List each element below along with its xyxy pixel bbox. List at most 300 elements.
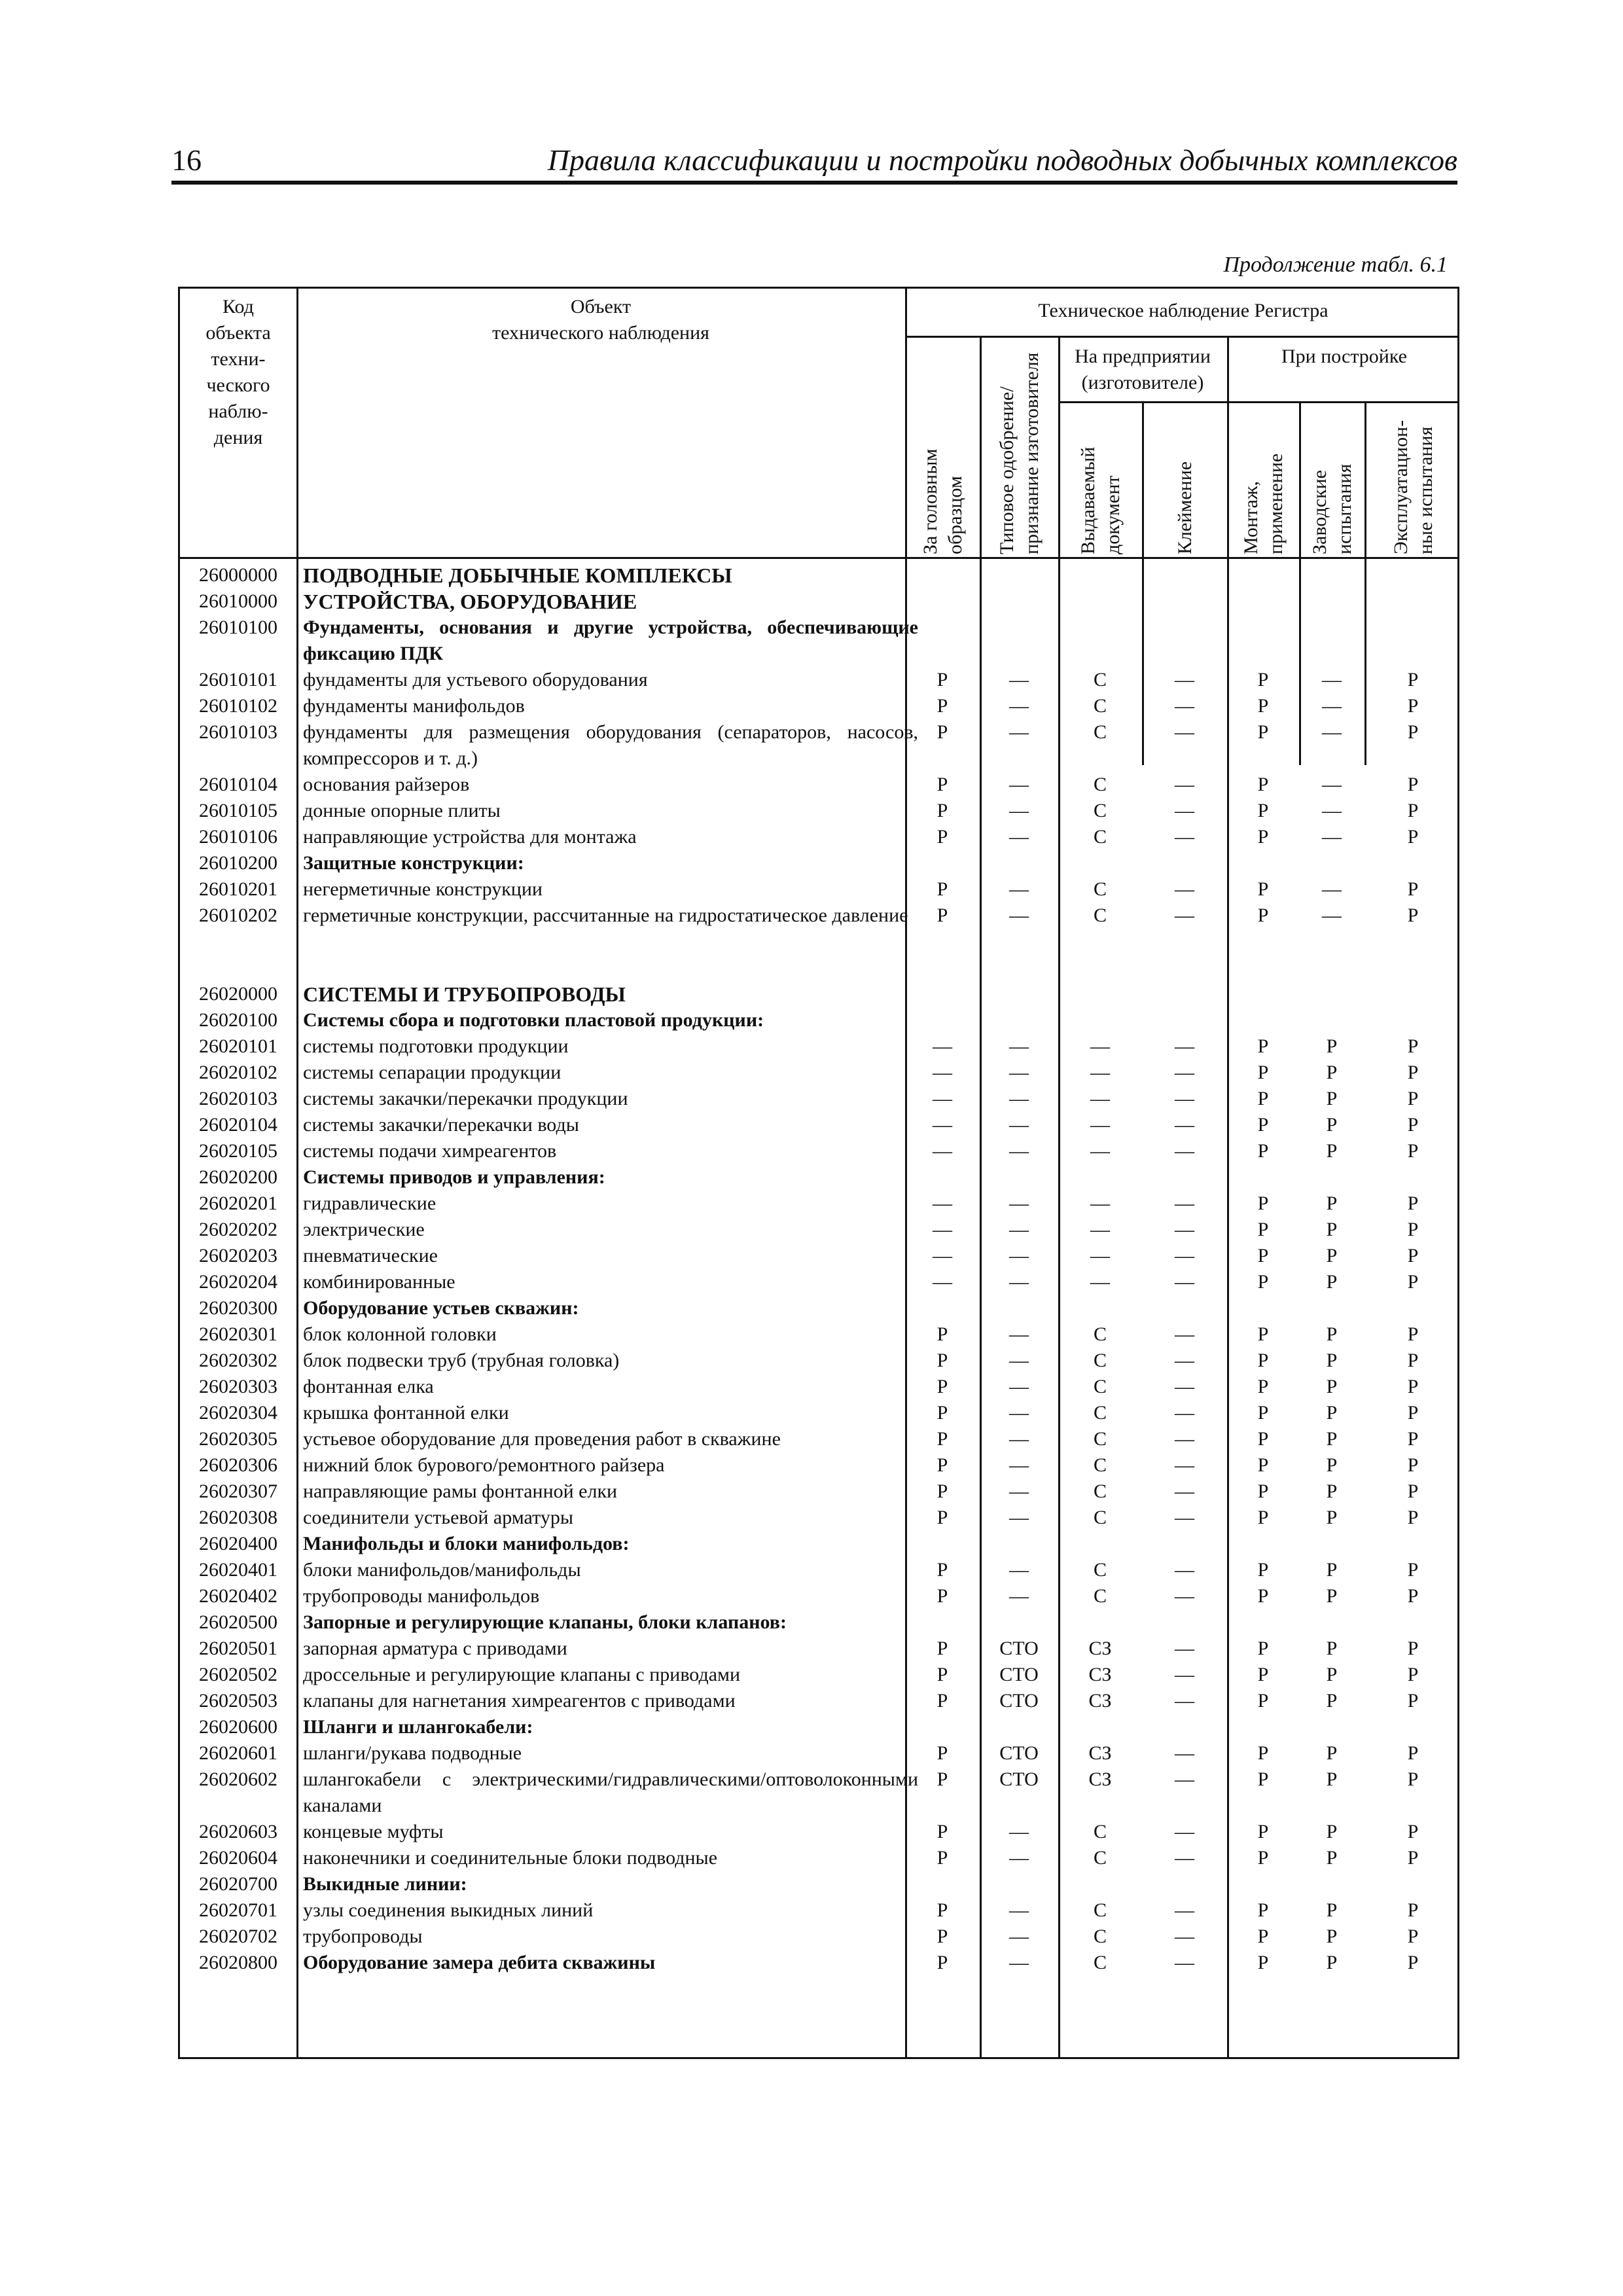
supervision-mark: — [1009,1480,1029,1502]
supervision-mark: — [1175,1140,1194,1162]
supervision-mark: — [1090,1193,1110,1214]
object-name: Запорные и регулирующие клапаны, блоки клапанов: [303,1611,787,1633]
object-name: ПОДВОДНЫЕ ДОБЫЧНЫЕ КОМПЛЕКСЫ [303,564,732,587]
object-name: трубопроводы манифольдов [303,1585,540,1607]
supervision-mark: — [1009,1899,1029,1921]
supervision-mark: Р [1407,1690,1419,1712]
object-code: 26000000 [199,564,277,586]
supervision-mark: — [1009,1323,1029,1345]
supervision-mark: — [1009,1821,1029,1842]
supervision-mark: Р [1326,1323,1338,1345]
object-name: основания райзеров [303,774,470,795]
supervision-mark: — [1175,1454,1194,1476]
supervision-mark: Р [1257,721,1269,743]
table-row [180,1269,1457,1295]
object-code: 26020501 [199,1638,277,1659]
supervision-mark: — [933,1088,952,1109]
table-row [180,955,1457,981]
supervision-mark: Р [1326,1690,1338,1712]
supervision-mark: — [1175,1480,1194,1502]
table-row [180,1426,1457,1452]
supervision-mark: — [1009,1847,1029,1869]
table-row [180,1164,1457,1191]
supervision-mark: Р [1257,1062,1269,1083]
supervision-mark: Р [1257,800,1269,821]
object-code: 26010106 [199,826,277,848]
header-col-prototype: За головным образцом [919,448,966,554]
supervision-mark: Р [936,1507,948,1528]
table-row [180,1060,1457,1086]
table-row [180,876,1457,903]
supervision-mark: Р [936,1454,948,1476]
supervision-mark: СТО [999,1664,1039,1685]
supervision-mark: — [1009,1952,1029,1973]
table-row [180,615,1457,667]
object-name: узлы соединения выкидных линий [303,1899,594,1921]
supervision-mark: С [1093,800,1107,821]
supervision-mark: — [1175,1114,1194,1136]
object-name: нижний блок бурового/ремонтного райзера [303,1454,665,1476]
supervision-mark: — [1175,1035,1194,1057]
supervision-mark: Р [1257,695,1269,717]
supervision-mark: — [1090,1114,1110,1136]
object-name: направляющие устройства для монтажа [303,826,637,848]
supervision-mark: — [1175,1062,1194,1083]
supervision-mark: СТО [999,1690,1039,1712]
supervision-mark: Р [1257,1690,1269,1712]
header-col-branding: Клеймение [1174,461,1196,554]
supervision-mark: — [1175,1952,1194,1973]
table-row [180,824,1457,850]
object-name: Фундаменты, основания и другие устройства, обеспечивающие фиксацию ПДК [303,617,918,664]
supervision-mark: — [1175,1690,1194,1712]
header-at-enterprise: На предприятии (изготовителе) [1075,346,1211,393]
supervision-mark: Р [1326,1585,1338,1607]
object-code: 26020502 [199,1664,277,1685]
supervision-mark: Р [1257,1035,1269,1057]
supervision-mark: Р [1257,1323,1269,1345]
object-name: Защитные конструкции: [303,852,524,874]
object-code: 26020202 [199,1219,277,1240]
object-code: 26010101 [199,669,277,691]
supervision-mark: Р [936,669,948,691]
supervision-mark: Р [1407,1454,1419,1476]
supervision-mark: — [933,1193,952,1214]
supervision-mark: Р [1407,905,1419,926]
table-row [180,1086,1457,1112]
supervision-mark: Р [1407,1664,1419,1685]
supervision-mark: — [1009,695,1029,717]
object-name: Оборудование замера дебита скважины [303,1952,656,1973]
supervision-mark: Р [1326,1507,1338,1528]
supervision-mark: Р [1326,1454,1338,1476]
supervision-mark: Р [936,695,948,717]
supervision-mark: С [1093,1585,1107,1607]
supervision-mark: — [1175,1402,1194,1424]
supervision-mark: — [1090,1219,1110,1240]
object-name: шланги/рукава подводные [303,1742,522,1764]
object-name: дроссельные и регулирующие клапаны с приводами [303,1664,741,1685]
table-row [180,1479,1457,1505]
table-row [180,981,1457,1007]
supervision-mark: — [933,1035,952,1057]
supervision-mark: Р [1326,1062,1338,1083]
supervision-mark: Р [1257,1088,1269,1109]
object-name: Шланги и шлангокабели: [303,1716,533,1738]
table-row [180,1348,1457,1374]
supervision-mark: Р [1407,1768,1419,1790]
supervision-mark: — [1009,1350,1029,1371]
supervision-mark: Р [1326,1847,1338,1869]
supervision-mark: — [1175,774,1194,795]
supervision-mark: Р [936,1821,948,1842]
supervision-mark: С [1093,774,1107,795]
supervision-mark: — [1009,1193,1029,1214]
supervision-mark: Р [936,1690,948,1712]
header-col-type-approval: Типовое одобрение/ признание изготовителя [996,352,1043,554]
supervision-mark: Р [1326,1559,1338,1581]
supervision-mark: СТО [999,1768,1039,1790]
table-row [180,1138,1457,1164]
table-row [180,903,1457,955]
supervision-mark: — [1009,826,1029,848]
supervision-mark: Р [936,1664,948,1685]
object-name: комбинированные [303,1271,455,1293]
supervision-mark: — [1009,1062,1029,1083]
supervision-mark: — [1009,1114,1029,1136]
supervision-mark: СЗ [1088,1690,1112,1712]
supervision-mark: Р [936,1742,948,1764]
object-code: 26020701 [199,1899,277,1921]
object-name: фундаменты для устьевого оборудования [303,669,648,691]
supervision-mark: Р [1326,1638,1338,1659]
supervision-mark: — [1175,878,1194,900]
supervision-mark: — [1322,695,1342,717]
object-code: 26010105 [199,800,277,821]
supervision-mark: С [1093,1821,1107,1842]
table-row [180,1531,1457,1557]
object-code: 26020400 [199,1533,277,1554]
object-name: шлангокабели с электрическими/гидравлическими/оптоволоконными каналами [303,1768,918,1816]
supervision-mark: — [1175,1376,1194,1397]
supervision-mark: Р [1257,1350,1269,1371]
supervision-mark: С [1093,1323,1107,1345]
supervision-mark: Р [1257,1742,1269,1764]
supervision-mark: С [1093,826,1107,848]
header-object: Объект технического наблюдения [492,296,709,344]
supervision-mark: Р [1407,669,1419,691]
supervision-mark: Р [1257,1454,1269,1476]
supervision-mark: — [1009,1035,1029,1057]
supervision-mark: — [1322,721,1342,743]
object-code: 26020306 [199,1454,277,1476]
supervision-mark: — [1322,669,1342,691]
object-code: 26020602 [199,1768,277,1790]
supervision-mark: — [1009,1402,1029,1424]
object-code: 26010201 [199,878,277,900]
supervision-mark: С [1093,1402,1107,1424]
table-row [180,1662,1457,1688]
object-code: 26010202 [199,905,277,926]
object-code: 26010103 [199,721,277,743]
supervision-mark: — [1175,1428,1194,1450]
supervision-mark: Р [936,1323,948,1345]
object-code: 26020000 [199,983,277,1005]
table-row [180,1217,1457,1243]
supervision-mark: Р [936,1847,948,1869]
object-code: 26010102 [199,695,277,717]
supervision-mark: Р [936,905,948,926]
supervision-mark: — [1009,774,1029,795]
supervision-mark: Р [1326,1926,1338,1947]
object-name: запорная арматура с приводами [303,1638,567,1659]
supervision-mark: — [933,1271,952,1293]
supervision-mark: — [1322,878,1342,900]
object-name: крышка фонтанной елки [303,1402,509,1424]
supervision-mark: Р [1407,1926,1419,1947]
supervision-mark: Р [1326,1664,1338,1685]
supervision-mark: Р [1257,826,1269,848]
supervision-mark: С [1093,1926,1107,1947]
supervision-mark: Р [1257,1664,1269,1685]
supervision-mark: — [1090,1271,1110,1293]
supervision-mark: Р [1407,1219,1419,1240]
object-code: 26020303 [199,1376,277,1397]
supervision-mark: Р [1407,1062,1419,1083]
supervision-mark: — [1175,1507,1194,1528]
object-name: системы подачи химреагентов [303,1140,557,1162]
supervision-mark: Р [1326,1193,1338,1214]
object-name: устьевое оборудование для проведения работ в скважине [303,1428,781,1450]
supervision-mark: Р [1257,1376,1269,1397]
supervision-mark: Р [1407,721,1419,743]
table-row [180,719,1457,772]
object-code: 26020604 [199,1847,277,1869]
supervision-mark: С [1093,721,1107,743]
table-row [180,1191,1457,1217]
table-row [180,1871,1457,1897]
supervision-mark: — [933,1140,952,1162]
header-col-document: Выдаваемый документ [1077,446,1124,554]
supervision-mark: С [1093,1454,1107,1476]
supervision-mark: Р [1407,878,1419,900]
object-name: наконечники и соединительные блоки подводные [303,1847,718,1869]
object-name: концевые муфты [303,1821,444,1842]
supervision-mark: С [1093,1428,1107,1450]
object-code: 26020800 [199,1952,277,1973]
table-continuation-label: Продолжение табл. 6.1 [1223,253,1448,277]
object-name: блок подвески труб (трубная головка) [303,1350,620,1371]
supervision-mark: — [1090,1062,1110,1083]
supervision-mark: СТО [999,1638,1039,1659]
table-row [180,1688,1457,1714]
supervision-mark: — [1175,1323,1194,1345]
object-name: Манифольды и блоки манифольдов: [303,1533,630,1554]
supervision-mark: Р [936,1585,948,1607]
supervision-mark: — [1175,1350,1194,1371]
supervision-mark: — [933,1219,952,1240]
supervision-mark: — [1175,1559,1194,1581]
object-name: герметичные конструкции, рассчитанные на гидростатическое давление [303,905,908,926]
object-name: Оборудование устьев скважин: [303,1297,579,1319]
supervision-mark: — [1175,826,1194,848]
supervision-mark: Р [1257,1768,1269,1790]
table-row [180,1033,1457,1060]
supervision-mark: — [1090,1245,1110,1266]
header-register: Техническое наблюдение Регистра [1038,300,1329,321]
object-code: 26020301 [199,1323,277,1345]
supervision-mark: Р [1407,1402,1419,1424]
supervision-mark: С [1093,1507,1107,1528]
table-row [180,1636,1457,1662]
table-row [180,1321,1457,1348]
supervision-mark: — [1175,1193,1194,1214]
object-code: 26020603 [199,1821,277,1842]
supervision-mark: — [1090,1035,1110,1057]
supervision-mark: Р [1407,1507,1419,1528]
supervision-mark: Р [1257,1193,1269,1214]
supervision-mark: Р [1407,1350,1419,1371]
object-code: 26020601 [199,1742,277,1764]
object-code: 26020307 [199,1480,277,1502]
supervision-mark: Р [1407,1323,1419,1345]
supervision-mark: — [1009,1428,1029,1450]
supervision-mark: Р [1326,1271,1338,1293]
supervision-mark: СЗ [1088,1742,1112,1764]
supervision-mark: Р [1257,1507,1269,1528]
supervision-mark: Р [936,1638,948,1659]
supervision-mark: Р [936,774,948,795]
object-code: 26020105 [199,1140,277,1162]
supervision-mark: Р [1257,1847,1269,1869]
supervision-mark: Р [1326,1114,1338,1136]
object-name: СИСТЕМЫ И ТРУБОПРОВОДЫ [303,982,626,1006]
supervision-mark: Р [936,1559,948,1581]
supervision-mark: — [1175,721,1194,743]
object-code: 26020600 [199,1716,277,1738]
supervision-mark: — [1175,669,1194,691]
supervision-mark: — [1175,1926,1194,1947]
table-row [180,1819,1457,1845]
table-row [180,1924,1457,1950]
supervision-mark: Р [1407,800,1419,821]
supervision-mark: Р [936,878,948,900]
supervision-mark: СЗ [1088,1768,1112,1790]
header-line-register [905,336,1457,338]
supervision-mark: — [1009,1926,1029,1947]
object-code: 26020204 [199,1271,277,1293]
supervision-mark: Р [1257,1140,1269,1162]
supervision-mark: — [1009,1507,1029,1528]
supervision-mark: — [1009,1140,1029,1162]
supervision-mark: Р [936,721,948,743]
table-row [180,1767,1457,1819]
object-name: системы закачки/перекачки воды [303,1114,579,1136]
supervision-mark: Р [1326,1742,1338,1764]
supervision-mark: Р [1257,1114,1269,1136]
supervision-mark: Р [936,1402,948,1424]
object-name: клапаны для нагнетания химреагентов с приводами [303,1690,736,1712]
supervision-mark: С [1093,1350,1107,1371]
object-name: блоки манифольдов/манифольды [303,1559,581,1581]
supervision-mark: — [1009,1219,1029,1240]
header-col-operational-tests: Эксплуатацион- ные испытания [1390,420,1436,554]
object-code: 26020203 [199,1245,277,1266]
supervision-mark: Р [1407,1847,1419,1869]
classification-table [178,287,1459,2059]
supervision-mark: Р [1407,1193,1419,1214]
supervision-mark: Р [1326,1899,1338,1921]
supervision-mark: Р [936,1926,948,1947]
object-name: УСТРОЙСТВА, ОБОРУДОВАНИЕ [303,590,637,613]
supervision-mark: СЗ [1088,1638,1112,1659]
table-row [180,1295,1457,1321]
table-row [180,1374,1457,1400]
supervision-mark: Р [936,800,948,821]
object-code: 26020402 [199,1585,277,1607]
supervision-mark: — [1009,1559,1029,1581]
object-code: 26020103 [199,1088,277,1109]
supervision-mark: Р [1326,1480,1338,1502]
supervision-mark: Р [936,1376,948,1397]
header-rule [171,181,1457,185]
supervision-mark: Р [936,826,948,848]
table-row [180,1400,1457,1426]
supervision-mark: Р [1407,1742,1419,1764]
supervision-mark: Р [1326,1088,1338,1109]
object-code: 26020100 [199,1009,277,1031]
supervision-mark: — [1175,695,1194,717]
supervision-mark: Р [1257,669,1269,691]
object-code: 26020302 [199,1350,277,1371]
table-row [180,667,1457,693]
object-code: 26020500 [199,1611,277,1633]
supervision-mark: — [1175,800,1194,821]
object-name: направляющие рамы фонтанной елки [303,1480,618,1502]
supervision-mark: — [1009,1454,1029,1476]
object-name: донные опорные плиты [303,800,501,821]
supervision-mark: — [1009,878,1029,900]
object-code: 26020308 [199,1507,277,1528]
supervision-mark: Р [936,1480,948,1502]
object-code: 26010104 [199,774,277,795]
supervision-mark: Р [1407,1585,1419,1607]
object-name: фундаменты манифольдов [303,695,525,717]
supervision-mark: С [1093,1952,1107,1973]
object-code: 26020300 [199,1297,277,1319]
supervision-mark: — [1009,669,1029,691]
supervision-mark: Р [1257,1899,1269,1921]
supervision-mark: — [1090,1140,1110,1162]
object-code: 26020200 [199,1166,277,1188]
supervision-mark: Р [1257,1428,1269,1450]
table-row [180,1112,1457,1138]
object-name: системы закачки/перекачки продукции [303,1088,628,1109]
table-row [180,562,1457,588]
supervision-mark: — [1175,1768,1194,1790]
supervision-mark: Р [1326,1350,1338,1371]
supervision-mark: Р [1257,1926,1269,1947]
table-row [180,1950,1457,1976]
object-name: пневматические [303,1245,438,1266]
supervision-mark: Р [1407,1899,1419,1921]
supervision-mark: Р [1326,1402,1338,1424]
object-name: Системы приводов и управления: [303,1166,605,1188]
object-name: Системы сбора и подготовки пластовой продукции: [303,1009,764,1031]
supervision-mark: — [1175,1245,1194,1266]
supervision-mark: Р [1257,1585,1269,1607]
supervision-mark: Р [1257,1559,1269,1581]
